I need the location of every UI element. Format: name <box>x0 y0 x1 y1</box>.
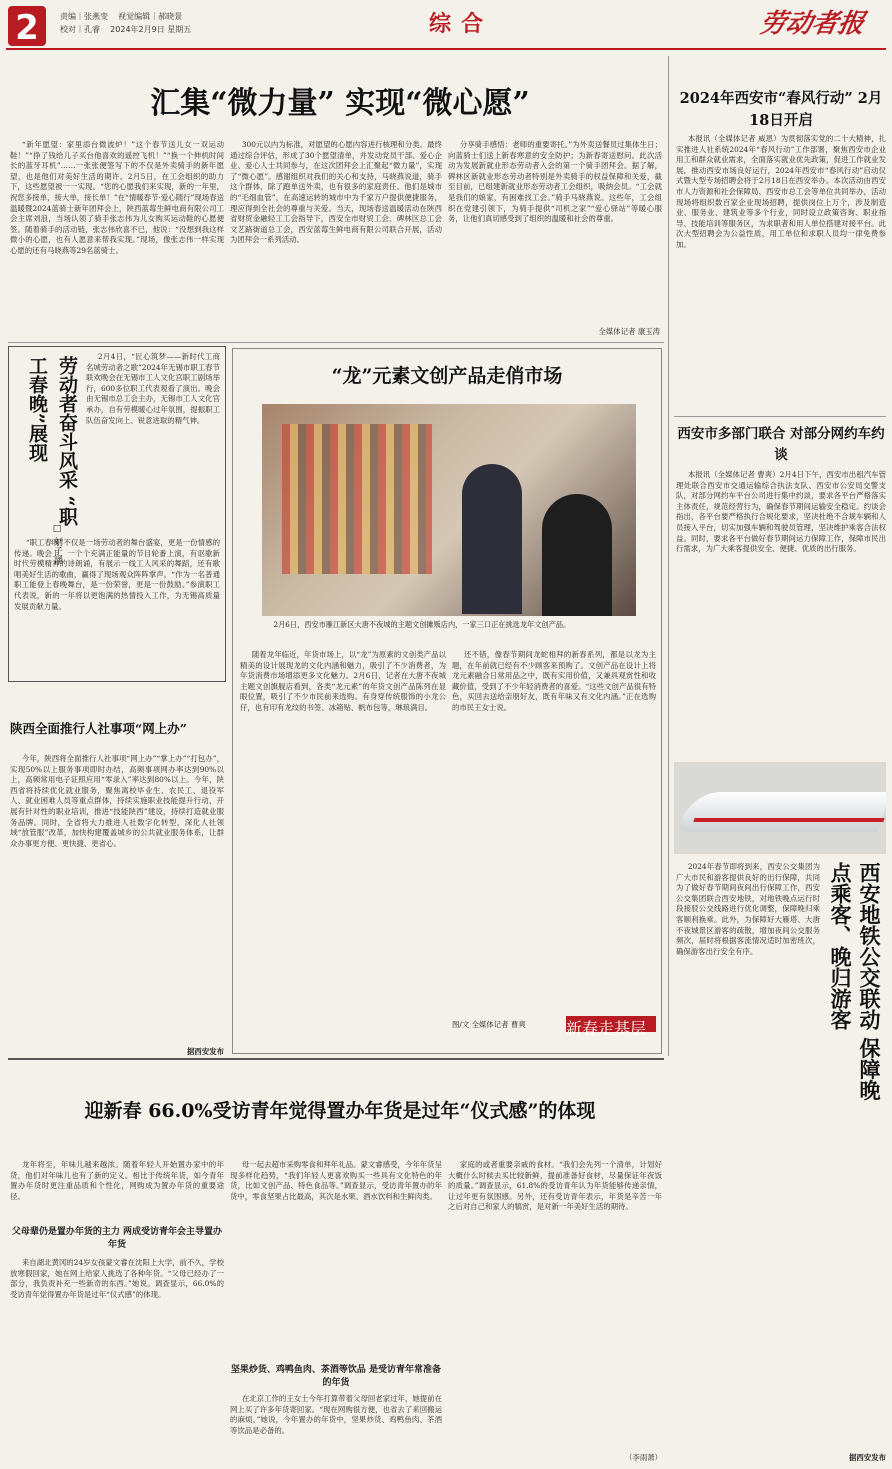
train-body <box>678 792 886 832</box>
shopper-figure <box>462 464 522 614</box>
shopper-figure <box>542 494 612 616</box>
lead-byline: 全媒体记者 康玉涛 <box>598 327 660 336</box>
divider <box>674 416 886 417</box>
center-byline: 图/文 全媒体记者 曹爽 <box>452 1020 526 1029</box>
lead-col-2: 300元以内为标准，对愿望的心愿内容进行核理和分类。最终通过综合评估，形成了30个愿望清单，并发动党员干部、爱心企业、爱心人士共同参与，在这次团拜会上汇聚起“微力量”，实现了“微心愿”。感谢组织对我们的关心和支持，马晓燕说道，骑手这个群体，除了跑单送外卖，也有很多的家庭责任。他们是城市的“毛细血管”，在高速运转的城市中为千家万户提供便捷服务，理应得到全社会的尊重与关爱。当天，现场春送温暖活动在陕西省财贸金融轻工工会指导下，西安全市财贸工会、碑林区总工会文艺路街道总工会，西安蓝莓生鲜电商有限公司联合开展，活动为团拜会一系列活动。 <box>230 140 442 245</box>
feature-col-1: 2月4日，“匠心筑梦——新时代工商名城劳动者之歌”2024年无锡市职工春节联欢晚会在无锡市工人文化宫职工剧场举行，600多位职工代表观看了演出。晚会由无锡市总工会主办，无锡市工人文化宫承办，自有劳模暖心过年氛围，提振职工队伍奋发向上、锐意进取的精气神。 <box>86 352 220 425</box>
bottom-headline: 迎新春 66.0%受访青年觉得置办年货是过年“仪式感”的体现 <box>84 1100 596 1122</box>
feature-title: 劳动者奋斗风采 “职工春晚”展现 <box>26 356 78 526</box>
editor-label: 责编｜张燕变 <box>60 12 108 21</box>
header-rule <box>6 48 886 50</box>
column-divider <box>668 56 669 1056</box>
divider <box>8 342 664 343</box>
lead-col-3: 分享骑手感悟：老师的重要寄托。”为外卖送餐员过集体生日；向蓝骑士们送上新春寒意的安全防护；为新春寄送慰问。此次活动为发展新就业形态劳动者入会的第一个骑手团拜会。据了解，碑林区新就业形态劳动者特别是外卖骑手的权益保障和关爱，截至目前，已组建新就业形态劳动者工会组织，吸纳会员。“工会就是我们的娘家，有困难找工会。”骑手马晓燕说。这些年，工会组织在党建引领下，为骑手提供“司机之家”“爱心驿站”等暖心服务，让他们真切感受到了组织的温暖和社会的尊重。 <box>448 140 662 224</box>
feature-badge: 新春走基层 <box>566 1016 656 1032</box>
feature-author: □ 刘子涵 <box>52 524 62 564</box>
issue-date: 2024年2月9日 星期五 <box>110 25 192 34</box>
bottom-byline: （李雨萧） <box>625 1453 662 1462</box>
bottom-subhead-1: 父母辈仍是置办年货的主力 两成受访青年会主导置办年货 <box>11 1227 223 1250</box>
train-stripe <box>693 818 884 822</box>
train-photo <box>674 762 886 854</box>
market-photo <box>262 404 636 616</box>
left-story-title: 陕西全面推行人社事项“网上办” <box>10 721 187 736</box>
bottom-col-2b: 在北京工作的王女士今年打算带着父母回老家过年，她提前在网上买了许多年货寄回家。“现在网购很方便，也省去了来回搬运的麻烦。”她说，今年置办的年货中，坚果炒货、鸡鸭鱼肉、茶酒等饮品是必备的。 <box>230 1394 442 1435</box>
center-feature-title: “龙”元素文创产品走俏市场 <box>331 365 563 387</box>
center-col-1: 随着龙年临近，年货市场上，以“龙”为原素的文创类产品以精美的设计展现龙的文化内涵和魅力，吸引了不少消费者，为年货消费市场增添更多文化魅力。2月6日，记者在大唐不夜城主题文创旗舰店看到，各类“龙元素”的年货文创产品陈列在显眼位置，吸引了不少市民前来选购。有身穿传统服饰的小龙公仔，也有印有龙纹的书签、冰箱贴、帆布包等，琳琅满目。 <box>240 650 446 712</box>
lead-headline: 汇集“微力量” 实现“微心愿” <box>150 86 530 121</box>
shelf-display <box>282 424 432 574</box>
bottom-col-3: 家庭的或者重要亲戚的食材。“我们会先列一个清单，计划好大概什么时候去买比较新鲜，提前准备好食材，尽量保证年夜饭的质量。”调查显示，61.8%的受访青年认为年货能够传递亲情，让过年更有氛围感。另外，还有受访青年表示，年货是辛苦一年之后对自己和家人的犒赏，是对新一年美好生活的期待。 <box>448 1160 662 1212</box>
proof-label: 校对｜孔睿 <box>60 25 100 34</box>
bottom-col-1b: 来自湖北黄冈的24岁女孩蒙文睿在沈阳上大学，前不久，学校放寒假回家，她在网上给家人挑选了各种年货。“父母已经办了一部分，我负责补充一些新奇的东西。”她说。调查显示，66.0%的受访青年觉得置办年货是过年“仪式感”的体现。 <box>10 1258 224 1299</box>
center-col-2: 还不错，像春节期间龙蛇相拜的新春系列，都是以龙为主题，在年前就已经有不少顾客来预购了。文创产品在设计上将龙元素融合日常用品之中，既有实用价值，又兼具观赏性和收藏价值，受到了不少年轻消费者的喜爱。“这些文创产品很有特色，买回去送给亲朋好友，既有年味又有文化内涵。”正在选购的市民王女士说。 <box>452 650 656 712</box>
right-bottom-body: 2024年春节即将到来，西安公交集团为广大市民和游客提供良好的出行保障，共同为了做好春节期间夜间出行保障工作，西安公交集团联合西安地铁，对地铁晚点运行时段接驳公交线路进行优化调整，保障晚归乘客顺利换乘。此外，为保障好大雁塔、大唐不夜城景区游客的疏散，增加夜间公交服务频次，届时将根据客流情况适时加密班次，确保游客出行安全有序。 <box>676 862 820 956</box>
bottom-col-1: 龙年将至，年味儿越来越浓。随着年轻人开始置办家中的年货，他们对年味儿也有了新的定义。相比于传统年货，如今青年置办年货时更注重品质和个性化，网购成为置办年货的重要途径。 <box>10 1160 224 1201</box>
right-bottom-byline: 据西安发布 <box>849 1453 886 1462</box>
left-story-body: 今年，陕西将全面推行人社事项“网上办”“掌上办”“打包办”，实现50%以上服务事项即时办结，高频事项网办率达到90%以上，高频常用电子证照应用“零录入”率达到80%以上。今年，陕西省将持续优化就业服务，聚焦离校毕业生、农民工、退役军人、就业困难人员等重点群体，持续实施职业技能提升行动，开展有针对性的职业培训，推进“技能陕西”建设，持续打造就业服务品牌。同时，全省将大力推进人社数字化转型，深化人社领域“放管服”改革，加快构建覆盖城乡的公共就业服务体系，让群众办事更方便、更快捷、更省心。 <box>10 754 224 848</box>
page-number: 2 <box>8 6 46 46</box>
section-title: 综合 <box>428 11 493 37</box>
masthead-logo: 劳动者报 <box>757 9 867 39</box>
bottom-subhead-2: 坚果炒货、鸡鸭鱼肉、茶酒等饮品 是受访青年常准备的年货 <box>230 1365 442 1388</box>
right-mid-body: 本报讯（全媒体记者 曹爽）2月4日下午，西安市出租汽车管理处联合西安市交通运输综合执法支队、西安市公安局交警支队，对部分网约车平台公司进行集中约谈，要求各平台严格落实主体责任，规范经营行为，确保春节期间运输安全稳定。约谈会指出，各平台要严格执行合规化要求，坚决杜绝不合规车辆和人员接入平台，切实加强车辆和驾驶员管理，坚决维护乘客合法权益。同时，要求各平台做好春节期间运力保障工作，保障市民出行需求，为广大乘客提供安全、便捷、优质的出行服务。 <box>676 470 886 554</box>
right-top-title: 2024年西安市“春风行动” 2月18日开启 <box>679 90 883 129</box>
bottom-col-2: 母一起去超市采购零食和拜年礼品。蒙文睿感受，今年年货呈现多样化趋势，“我们年轻人更喜欢购买一些具有文化特色的年货，比如文创产品、特色食品等。”调查显示，受访青年置办的年货中，零食坚果占比最高，其次是水果、酒水饮料和生鲜肉类。 <box>230 1160 442 1201</box>
photo-caption: 2月6日，西安市雁江新区大唐不夜城的主题文创摊贩店内，一家三口正在挑选龙年文创产品。 <box>273 620 571 629</box>
lead-col-1: “新年愿望：家里添台微波炉！”这个春节送儿女一双运动鞋！”“挣了钱给儿子买台他喜欢的遥控飞机！”“换一个伸机时间长的蓝牙耳机”……一张张便签写下的不仅是外卖骑手的新年愿望，也是他们对美好生活的期许。2月5日，在工会组织的助力下，这些愿望被一一实现。“您的心愿我们来实现，新的一年里，祝您多接单，接大单，接长单！”在“情暖春节·爱心随行”现场春送温暖暨2024蓝骑士新年团拜会上，陕西蓝莓生鲜电商有限公司工会主席刘浪，当场认领了骑手张志伟为儿女购买运动鞋的心愿便签。随着骑手的活动链，张志伟欣喜不已，他说：“没想到我这样微小的心愿，也有人愿意来帮我实现。”现场，像张志伟一样实现心愿的还有马晓燕等29名蓝骑士。 <box>10 140 224 255</box>
feature-col-2: “职工春晚”不仅是一场劳动者的舞台盛宴，更是一份情感的传递。晚会上，一个个充满正能量的节目轮番上演，有讴歌新时代劳模精神的诗朗诵，有展示一线工人风采的舞蹈，还有歌唱美好生活的歌曲，赢得了现场观众阵阵掌声。“作为一名普通职工能登上春晚舞台，是一份荣誉，更是一份鼓励。”参演职工代表说，新的一年将以更饱满的热情投入工作，为无锡高质量发展贡献力量。 <box>14 538 220 611</box>
right-mid-title: 西安市多部门联合 对部分网约车约谈 <box>677 426 885 463</box>
right-top-body: 本报讯（全媒体记者 威恩）为贯彻落实党的二十大精神，扎实推进人社系统2024年“春风行动”工作部署，聚焦西安市企业用工和群众就业需求，全面落实就业优先政策，促进工作就业发展，推动西安市场良好运行，2024年西安市“春风行动”启动仪式暨大型专场招聘会将于2月18日在西安举办。本次活动由西安市人力资源和社会保障局、西安市总工会等单位共同举办，活动现场将组织数百家企业现场招聘，提供岗位上万个，涉及制造业、服务业、建筑业等多个行业，同时设立政策咨询、职业指导、技能培训等服务区，为求职者和用人单位搭建对接平台。此次大型招聘会为公益性质，用工单位和求职人员均一律免费参加。 <box>676 134 886 249</box>
divider <box>8 1058 664 1060</box>
visual-label: 视觉编辑｜郝晓景 <box>118 12 183 21</box>
left-story-byline: 据西安发布 <box>187 1047 224 1056</box>
right-bottom-title: 西安地铁公交联动 保障晚点乘客、晚归游客 <box>828 862 882 1101</box>
editor-info <box>60 10 191 36</box>
